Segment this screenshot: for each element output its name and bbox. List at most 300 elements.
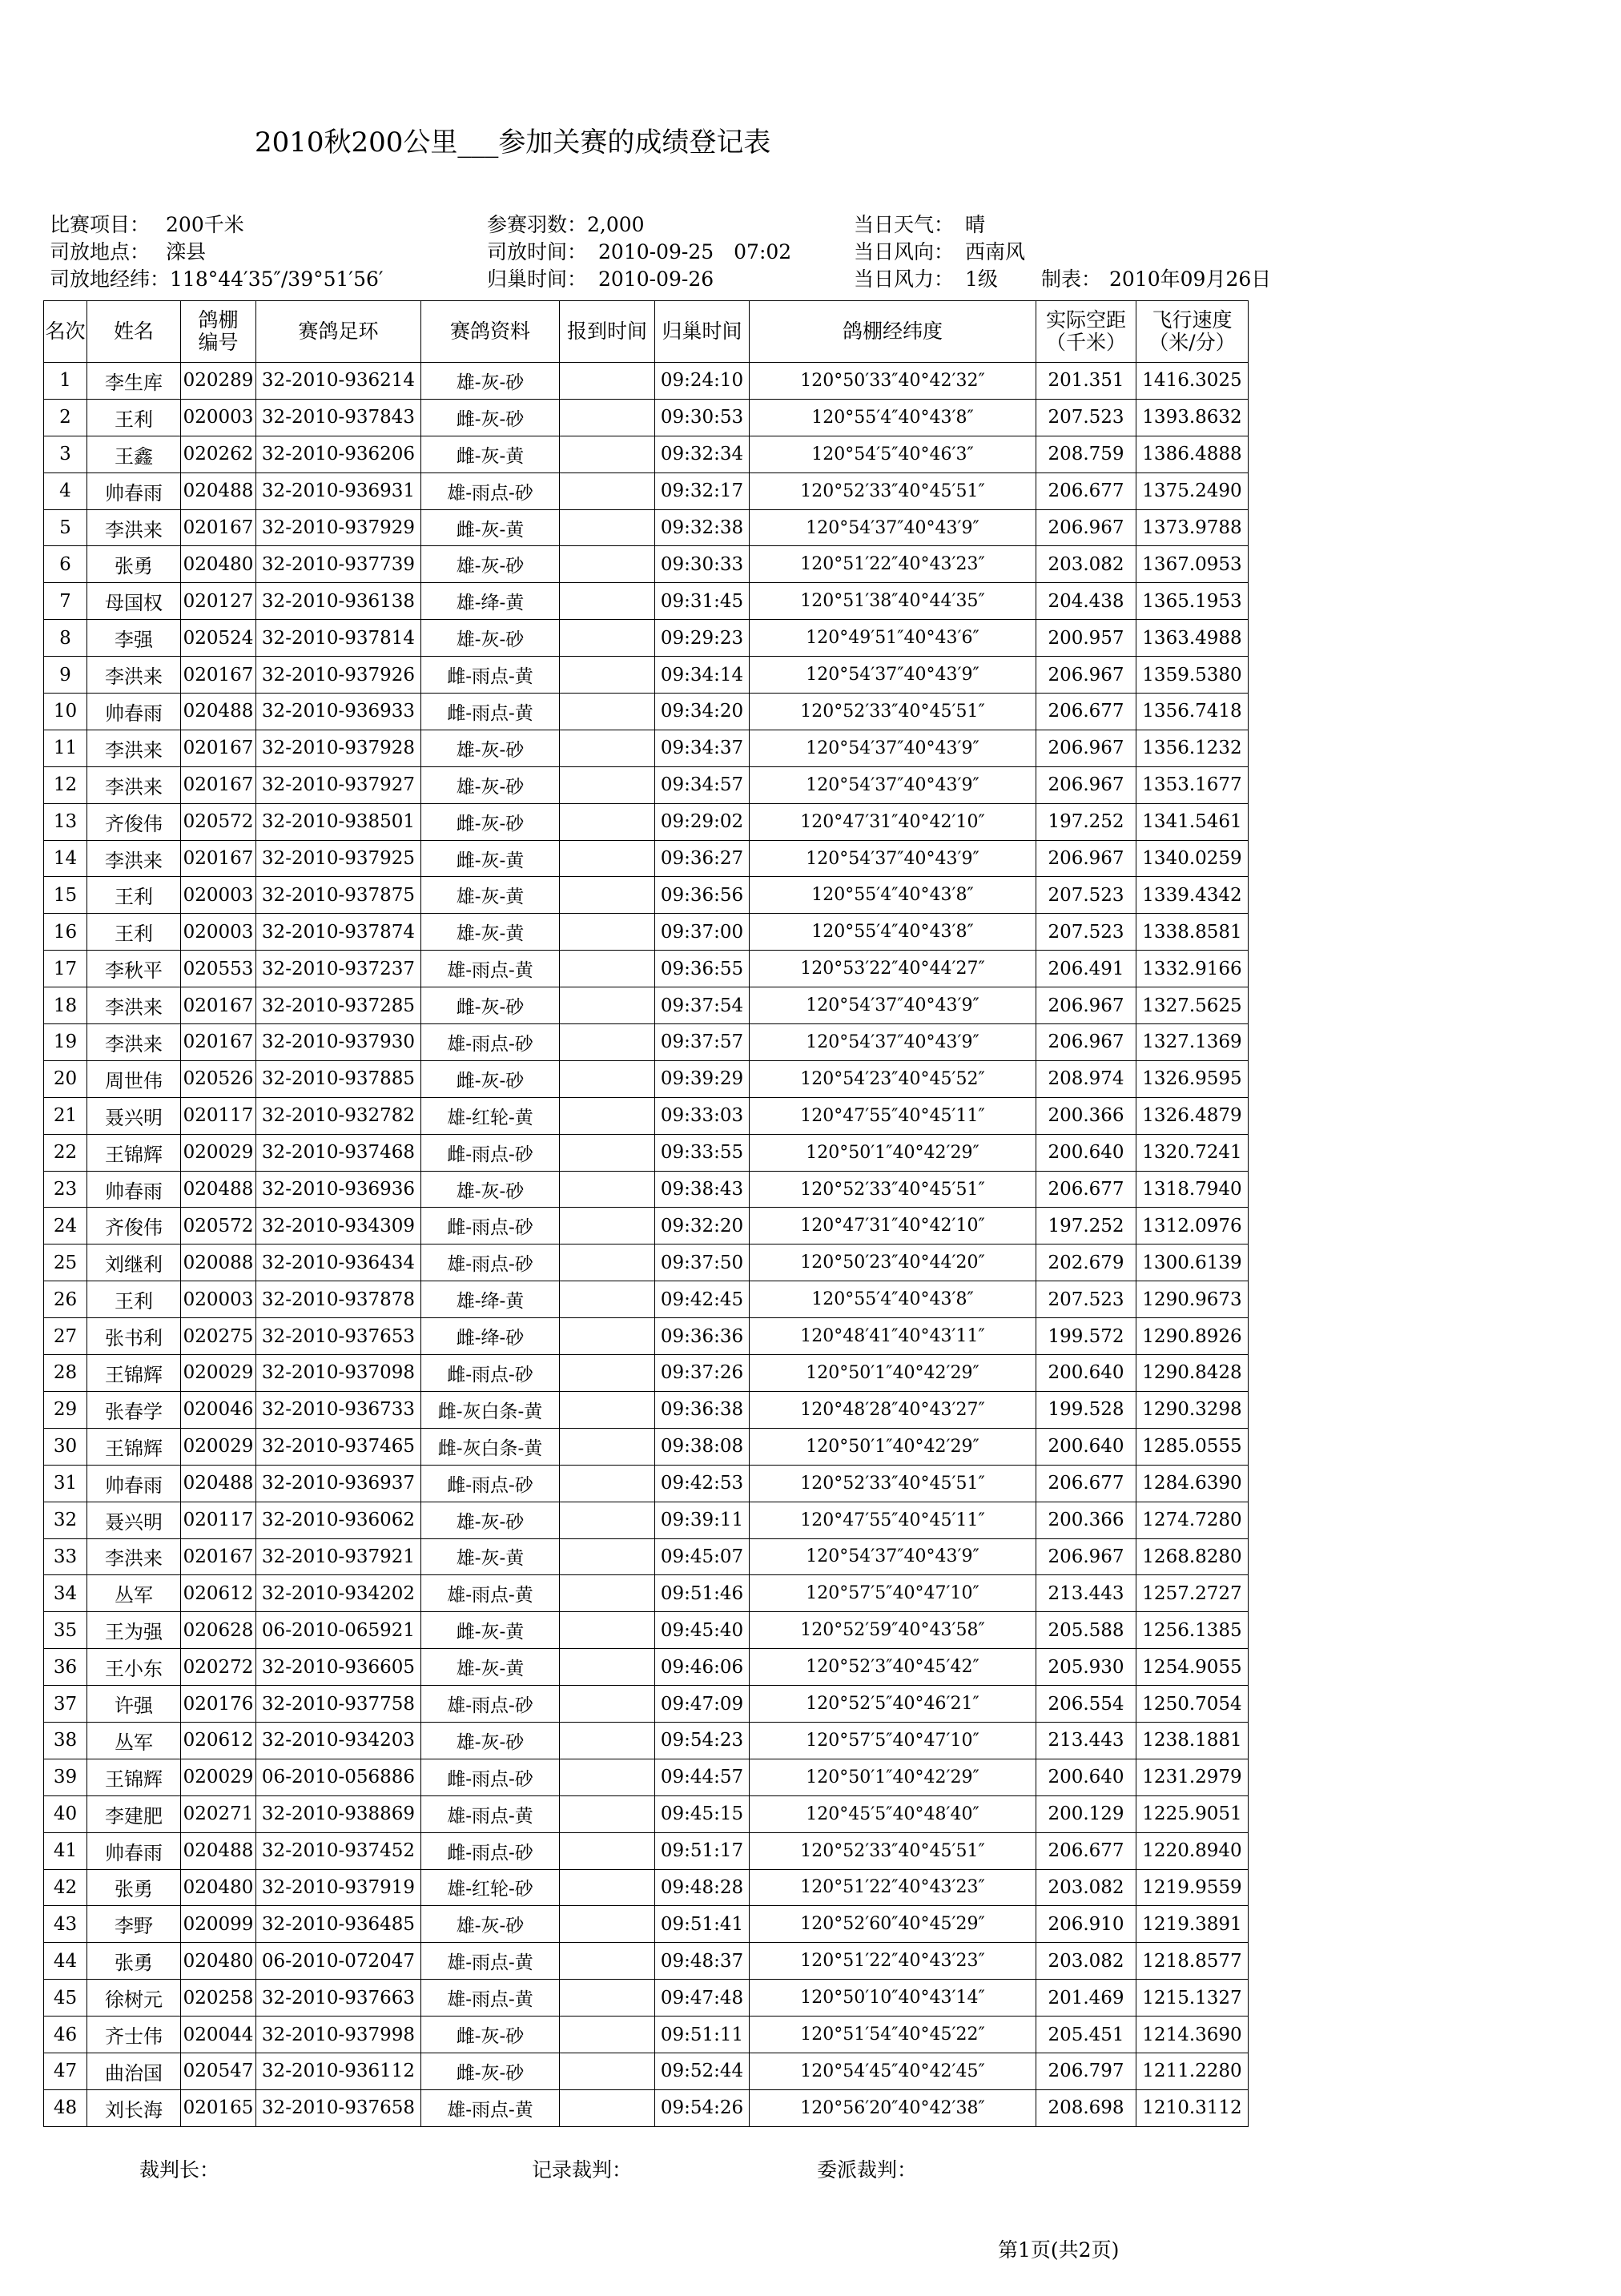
header-report: 报到时间 <box>560 301 655 363</box>
report-time-cell <box>560 472 655 509</box>
speed-cell: 1416.3025 <box>1136 363 1249 400</box>
loft-coordinates-cell: 120°57′5″40°47′10″ <box>750 1575 1036 1612</box>
report-time-cell <box>560 1686 655 1723</box>
ring-number-cell: 32-2010-934202 <box>256 1575 421 1612</box>
table-row <box>44 657 1249 694</box>
return-time-cell: 09:33:03 <box>655 1097 750 1134</box>
rank-cell: 45 <box>44 1980 87 2017</box>
ring-number-cell: 32-2010-937465 <box>256 1428 421 1465</box>
ring-number-cell: 32-2010-937758 <box>256 1686 421 1723</box>
ring-number-cell: 32-2010-937885 <box>256 1060 421 1097</box>
distance-cell: 206.797 <box>1036 2053 1136 2089</box>
name-cell: 帅春雨 <box>87 1465 181 1502</box>
loft-number-cell: 020099 <box>181 1906 256 1943</box>
name-cell: 李洪来 <box>87 1538 181 1575</box>
table-row <box>44 1281 1249 1318</box>
return-time-cell: 09:51:41 <box>655 1906 750 1943</box>
rank-cell: 40 <box>44 1795 87 1832</box>
page-title: 2010秋200公里___参加关赛的成绩登记表 <box>255 127 771 159</box>
table-row <box>44 2017 1249 2053</box>
table-row <box>44 1980 1249 2017</box>
return-time-cell: 09:37:00 <box>655 914 750 951</box>
speed-cell: 1268.8280 <box>1136 1538 1249 1575</box>
return-time-cell: 09:24:10 <box>655 363 750 400</box>
speed-cell: 1339.4342 <box>1136 877 1249 914</box>
speed-cell: 1210.3112 <box>1136 2089 1249 2126</box>
distance-cell: 206.554 <box>1036 1686 1136 1723</box>
return-time-cell: 09:37:57 <box>655 1024 750 1061</box>
loft-coordinates-cell: 120°54′5″40°46′3″ <box>750 436 1036 472</box>
distance-cell: 203.082 <box>1036 546 1136 583</box>
name-cell: 张书利 <box>87 1318 181 1355</box>
distance-cell: 206.967 <box>1036 987 1136 1024</box>
name-cell: 齐俊伟 <box>87 803 181 840</box>
ring-number-cell: 32-2010-936933 <box>256 694 421 730</box>
speed-cell: 1285.0555 <box>1136 1428 1249 1465</box>
pigeon-info-cell: 雄-雨点-黄 <box>421 951 560 987</box>
loft-number-cell: 020258 <box>181 1980 256 2017</box>
return-time-cell: 09:42:53 <box>655 1465 750 1502</box>
loft-coordinates-cell: 120°50′1″40°42′29″ <box>750 1355 1036 1392</box>
loft-coordinates-cell: 120°54′37″40°43′9″ <box>750 509 1036 546</box>
ring-number-cell: 32-2010-937878 <box>256 1281 421 1318</box>
distance-cell: 200.366 <box>1036 1097 1136 1134</box>
return-time-cell: 09:36:27 <box>655 840 750 877</box>
loft-coordinates-cell: 120°47′31″40°42′10″ <box>750 803 1036 840</box>
rank-cell: 2 <box>44 399 87 436</box>
report-time-cell <box>560 1649 655 1686</box>
name-cell: 王锦辉 <box>87 1134 181 1171</box>
ring-number-cell: 32-2010-936434 <box>256 1245 421 1281</box>
loft-number-cell: 020003 <box>181 1281 256 1318</box>
loft-number-cell: 020547 <box>181 2053 256 2089</box>
speed-cell: 1326.9595 <box>1136 1060 1249 1097</box>
report-time-cell <box>560 2089 655 2126</box>
pigeon-info-cell: 雌-雨点-砂 <box>421 1208 560 1245</box>
report-time-cell <box>560 803 655 840</box>
place-label: 司放地点： <box>50 240 151 263</box>
speed-cell: 1231.2979 <box>1136 1759 1249 1795</box>
loft-number-cell: 020289 <box>181 363 256 400</box>
coords-value: 118°44′35″/39°51′56′ <box>170 267 384 291</box>
name-cell: 王利 <box>87 1281 181 1318</box>
pigeon-info-cell: 雄-雨点-黄 <box>421 1575 560 1612</box>
name-cell: 王利 <box>87 877 181 914</box>
loft-number-cell: 020480 <box>181 546 256 583</box>
rank-cell: 17 <box>44 951 87 987</box>
loft-number-cell: 020003 <box>181 877 256 914</box>
distance-cell: 206.677 <box>1036 694 1136 730</box>
rank-cell: 13 <box>44 803 87 840</box>
table-row <box>44 2089 1249 2126</box>
name-cell: 李建肥 <box>87 1795 181 1832</box>
weather-value: 晴 <box>965 213 986 236</box>
rank-cell: 6 <box>44 546 87 583</box>
header-name: 姓名 <box>87 301 181 363</box>
ring-number-cell: 32-2010-938869 <box>256 1795 421 1832</box>
table-row <box>44 914 1249 951</box>
name-cell: 王小东 <box>87 1649 181 1686</box>
name-cell: 王利 <box>87 914 181 951</box>
distance-cell: 207.523 <box>1036 1281 1136 1318</box>
return-time-cell: 09:32:38 <box>655 509 750 546</box>
loft-number-cell: 020167 <box>181 1538 256 1575</box>
table-row <box>44 1538 1249 1575</box>
ring-number-cell: 32-2010-936206 <box>256 436 421 472</box>
ring-number-cell: 32-2010-936112 <box>256 2053 421 2089</box>
loft-number-cell: 020046 <box>181 1391 256 1428</box>
return-time-cell: 09:48:37 <box>655 1943 750 1980</box>
speed-cell: 1290.3298 <box>1136 1391 1249 1428</box>
name-cell: 王利 <box>87 399 181 436</box>
report-time-cell <box>560 1832 655 1869</box>
report-time-cell <box>560 1980 655 2017</box>
speed-cell: 1375.2490 <box>1136 472 1249 509</box>
speed-cell: 1332.9166 <box>1136 951 1249 987</box>
speed-cell: 1218.8577 <box>1136 1943 1249 1980</box>
report-time-cell <box>560 1943 655 1980</box>
loft-coordinates-cell: 120°51′54″40°45′22″ <box>750 2017 1036 2053</box>
ring-number-cell: 32-2010-937452 <box>256 1832 421 1869</box>
pigeon-info-cell: 雌-灰-砂 <box>421 399 560 436</box>
place-value: 滦县 <box>166 240 207 263</box>
header-rank: 名次 <box>44 301 87 363</box>
distance-cell: 207.523 <box>1036 914 1136 951</box>
results-table <box>43 300 1249 2127</box>
rank-cell: 24 <box>44 1208 87 1245</box>
name-cell: 李洪来 <box>87 987 181 1024</box>
speed-cell: 1363.4988 <box>1136 620 1249 657</box>
rank-cell: 1 <box>44 363 87 400</box>
distance-cell: 207.523 <box>1036 877 1136 914</box>
pigeon-info-cell: 雄-雨点-黄 <box>421 1943 560 1980</box>
table-row <box>44 1391 1249 1428</box>
header-row <box>44 301 1249 363</box>
ring-number-cell: 32-2010-936931 <box>256 472 421 509</box>
ring-number-cell: 32-2010-934309 <box>256 1208 421 1245</box>
rank-cell: 32 <box>44 1502 87 1538</box>
wind-direction-value: 西南风 <box>965 240 1026 263</box>
rank-cell: 11 <box>44 730 87 766</box>
prepared-label: 制表： <box>1041 267 1102 291</box>
return-time-cell: 09:48:28 <box>655 1869 750 1906</box>
name-cell: 张勇 <box>87 546 181 583</box>
report-time-cell <box>560 1208 655 1245</box>
rank-cell: 5 <box>44 509 87 546</box>
name-cell: 李洪来 <box>87 509 181 546</box>
event-value: 200千米 <box>166 213 244 236</box>
loft-number-cell: 020167 <box>181 766 256 803</box>
distance-cell: 206.677 <box>1036 1465 1136 1502</box>
distance-cell: 200.366 <box>1036 1502 1136 1538</box>
speed-cell: 1290.8926 <box>1136 1318 1249 1355</box>
pigeon-info-cell: 雄-灰-砂 <box>421 1502 560 1538</box>
page-indicator: 第1页(共2页) <box>998 2238 1120 2262</box>
table-row <box>44 1869 1249 1906</box>
speed-cell: 1274.7280 <box>1136 1502 1249 1538</box>
record-judge-label: 记录裁判： <box>532 2158 633 2181</box>
release-value: 2010-09-25 07:02 <box>598 240 792 263</box>
rank-cell: 34 <box>44 1575 87 1612</box>
loft-number-cell: 020480 <box>181 1943 256 1980</box>
loft-coordinates-cell: 120°55′4″40°43′8″ <box>750 877 1036 914</box>
return-time-cell: 09:44:57 <box>655 1759 750 1795</box>
name-cell: 李洪来 <box>87 1024 181 1061</box>
loft-coordinates-cell: 120°55′4″40°43′8″ <box>750 914 1036 951</box>
return-time-cell: 09:34:20 <box>655 694 750 730</box>
rank-cell: 18 <box>44 987 87 1024</box>
pigeon-info-cell: 雄-灰-砂 <box>421 546 560 583</box>
release-info <box>487 239 791 266</box>
report-time-cell <box>560 399 655 436</box>
distance-cell: 206.967 <box>1036 730 1136 766</box>
loft-number-cell: 020275 <box>181 1318 256 1355</box>
table-row <box>44 730 1249 766</box>
pigeon-info-cell: 雄-灰-砂 <box>421 1722 560 1759</box>
count-value: 2,000 <box>587 213 645 236</box>
name-cell: 帅春雨 <box>87 694 181 730</box>
loft-coordinates-cell: 120°51′22″40°43′23″ <box>750 1869 1036 1906</box>
speed-cell: 1373.9788 <box>1136 509 1249 546</box>
pigeon-info-cell: 雄-灰-黄 <box>421 1649 560 1686</box>
pigeon-info-cell: 雄-雨点-黄 <box>421 1795 560 1832</box>
return-time-cell: 09:32:20 <box>655 1208 750 1245</box>
return-time-cell: 09:34:57 <box>655 766 750 803</box>
loft-number-cell: 020612 <box>181 1722 256 1759</box>
table-row <box>44 1060 1249 1097</box>
name-cell: 李洪来 <box>87 766 181 803</box>
pigeon-info-cell: 雄-灰-黄 <box>421 877 560 914</box>
speed-cell: 1214.3690 <box>1136 2017 1249 2053</box>
return-time-cell: 09:54:26 <box>655 2089 750 2126</box>
table-row <box>44 877 1249 914</box>
loft-coordinates-cell: 120°51′22″40°43′23″ <box>750 1943 1036 1980</box>
report-time-cell <box>560 1759 655 1795</box>
report-time-cell <box>560 951 655 987</box>
speed-cell: 1318.7940 <box>1136 1171 1249 1208</box>
weather-label: 当日天气： <box>854 213 955 236</box>
name-cell: 齐俊伟 <box>87 1208 181 1245</box>
return-time-cell: 09:51:17 <box>655 1832 750 1869</box>
return-time-cell: 09:52:44 <box>655 2053 750 2089</box>
count-label: 参赛羽数： <box>487 213 588 236</box>
loft-coordinates-cell: 120°54′37″40°43′9″ <box>750 987 1036 1024</box>
distance-cell: 205.588 <box>1036 1612 1136 1649</box>
header-distance-line1: 实际空距 <box>1045 308 1126 332</box>
wind-direction-label: 当日风向： <box>854 240 955 263</box>
name-cell: 刘长海 <box>87 2089 181 2126</box>
name-cell: 李洪来 <box>87 730 181 766</box>
report-time-cell <box>560 436 655 472</box>
pigeon-info-cell: 雄-绛-黄 <box>421 583 560 620</box>
loft-coordinates-cell: 120°45′5″40°48′40″ <box>750 1795 1036 1832</box>
rank-cell: 20 <box>44 1060 87 1097</box>
loft-number-cell: 020488 <box>181 1832 256 1869</box>
speed-cell: 1326.4879 <box>1136 1097 1249 1134</box>
return-time-cell: 09:45:15 <box>655 1795 750 1832</box>
speed-cell: 1359.5380 <box>1136 657 1249 694</box>
loft-coordinates-cell: 120°52′60″40°45′29″ <box>750 1906 1036 1943</box>
name-cell: 李强 <box>87 620 181 657</box>
speed-cell: 1393.8632 <box>1136 399 1249 436</box>
report-time-cell <box>560 1060 655 1097</box>
ring-number-cell: 06-2010-065921 <box>256 1612 421 1649</box>
pigeon-info-cell: 雌-雨点-黄 <box>421 657 560 694</box>
loft-number-cell: 020167 <box>181 987 256 1024</box>
pigeon-info-cell: 雄-绛-黄 <box>421 1281 560 1318</box>
event-info <box>50 211 244 239</box>
name-cell: 周世伟 <box>87 1060 181 1097</box>
distance-cell: 204.438 <box>1036 583 1136 620</box>
table-row <box>44 436 1249 472</box>
speed-cell: 1256.1385 <box>1136 1612 1249 1649</box>
loft-number-cell: 020488 <box>181 1465 256 1502</box>
prepared-value: 2010年09月26日 <box>1109 267 1272 291</box>
report-time-cell <box>560 840 655 877</box>
table-row <box>44 1575 1249 1612</box>
pigeon-info-cell: 雌-灰-砂 <box>421 803 560 840</box>
name-cell: 李野 <box>87 1906 181 1943</box>
loft-number-cell: 020029 <box>181 1355 256 1392</box>
return-time-cell: 09:38:43 <box>655 1171 750 1208</box>
loft-coordinates-cell: 120°52′59″40°43′58″ <box>750 1612 1036 1649</box>
pigeon-info-cell: 雄-雨点-砂 <box>421 1024 560 1061</box>
loft-number-cell: 020262 <box>181 436 256 472</box>
pigeon-info-cell: 雄-雨点-砂 <box>421 1686 560 1723</box>
distance-cell: 206.491 <box>1036 951 1136 987</box>
table-row <box>44 951 1249 987</box>
ring-number-cell: 32-2010-937468 <box>256 1134 421 1171</box>
table-row <box>44 803 1249 840</box>
report-time-cell <box>560 766 655 803</box>
return-time-cell: 09:29:23 <box>655 620 750 657</box>
report-time-cell <box>560 657 655 694</box>
loft-coordinates-cell: 120°55′4″40°43′8″ <box>750 1281 1036 1318</box>
loft-coordinates-cell: 120°47′31″40°42′10″ <box>750 1208 1036 1245</box>
table-row <box>44 1355 1249 1392</box>
ring-number-cell: 32-2010-937921 <box>256 1538 421 1575</box>
loft-coordinates-cell: 120°52′3″40°45′42″ <box>750 1649 1036 1686</box>
table-row <box>44 1612 1249 1649</box>
distance-cell: 197.252 <box>1036 1208 1136 1245</box>
rank-cell: 35 <box>44 1612 87 1649</box>
table-row <box>44 1134 1249 1171</box>
rank-cell: 16 <box>44 914 87 951</box>
rank-cell: 26 <box>44 1281 87 1318</box>
loft-coordinates-cell: 120°50′33″40°42′32″ <box>750 363 1036 400</box>
speed-cell: 1327.5625 <box>1136 987 1249 1024</box>
return-time-cell: 09:46:06 <box>655 1649 750 1686</box>
report-time-cell <box>560 583 655 620</box>
name-cell: 母国权 <box>87 583 181 620</box>
rank-cell: 39 <box>44 1759 87 1795</box>
report-time-cell <box>560 1171 655 1208</box>
distance-cell: 208.698 <box>1036 2089 1136 2126</box>
rank-cell: 28 <box>44 1355 87 1392</box>
loft-number-cell: 020044 <box>181 2017 256 2053</box>
speed-cell: 1220.8940 <box>1136 1832 1249 1869</box>
report-time-cell <box>560 2017 655 2053</box>
pigeon-info-cell: 雌-灰-黄 <box>421 436 560 472</box>
rank-cell: 9 <box>44 657 87 694</box>
pigeon-info-cell: 雄-灰-砂 <box>421 620 560 657</box>
name-cell: 张春学 <box>87 1391 181 1428</box>
name-cell: 许强 <box>87 1686 181 1723</box>
loft-number-cell: 020272 <box>181 1649 256 1686</box>
speed-cell: 1219.9559 <box>1136 1869 1249 1906</box>
rank-cell: 47 <box>44 2053 87 2089</box>
ring-number-cell: 32-2010-936062 <box>256 1502 421 1538</box>
header-loft-line2: 编号 <box>198 331 239 354</box>
loft-coordinates-cell: 120°51′22″40°43′23″ <box>750 546 1036 583</box>
table-row <box>44 1906 1249 1943</box>
pigeon-info-cell: 雄-灰-黄 <box>421 914 560 951</box>
table-row <box>44 987 1249 1024</box>
ring-number-cell: 32-2010-937919 <box>256 1869 421 1906</box>
name-cell: 李生库 <box>87 363 181 400</box>
loft-coordinates-cell: 120°51′38″40°44′35″ <box>750 583 1036 620</box>
loft-coordinates-cell: 120°56′20″40°42′38″ <box>750 2089 1036 2126</box>
report-time-cell <box>560 1906 655 1943</box>
ring-number-cell: 32-2010-936937 <box>256 1465 421 1502</box>
name-cell: 王锦辉 <box>87 1428 181 1465</box>
ring-number-cell: 32-2010-937929 <box>256 509 421 546</box>
rank-cell: 27 <box>44 1318 87 1355</box>
speed-cell: 1340.0259 <box>1136 840 1249 877</box>
pigeon-info-cell: 雌-灰-砂 <box>421 2017 560 2053</box>
loft-number-cell: 020176 <box>181 1686 256 1723</box>
loft-number-cell: 020029 <box>181 1759 256 1795</box>
name-cell: 聂兴明 <box>87 1502 181 1538</box>
rank-cell: 25 <box>44 1245 87 1281</box>
report-time-cell <box>560 2053 655 2089</box>
ring-number-cell: 32-2010-936733 <box>256 1391 421 1428</box>
return-info <box>487 266 714 293</box>
distance-cell: 206.677 <box>1036 1832 1136 1869</box>
header-coords: 鸽棚经纬度 <box>750 301 1036 363</box>
return-time-cell: 09:30:33 <box>655 546 750 583</box>
rank-cell: 46 <box>44 2017 87 2053</box>
distance-cell: 201.469 <box>1036 1980 1136 2017</box>
table-row <box>44 399 1249 436</box>
table-row <box>44 1097 1249 1134</box>
ring-number-cell: 32-2010-937237 <box>256 951 421 987</box>
chief-judge-label: 裁判长： <box>139 2158 220 2181</box>
speed-cell: 1219.3891 <box>1136 1906 1249 1943</box>
table-row <box>44 1465 1249 1502</box>
pigeon-info-cell: 雄-红轮-黄 <box>421 1097 560 1134</box>
return-time-cell: 09:36:55 <box>655 951 750 987</box>
speed-cell: 1367.0953 <box>1136 546 1249 583</box>
loft-coordinates-cell: 120°54′37″40°43′9″ <box>750 730 1036 766</box>
pigeon-info-cell: 雄-灰-砂 <box>421 730 560 766</box>
loft-coordinates-cell: 120°54′23″40°45′52″ <box>750 1060 1036 1097</box>
distance-cell: 206.967 <box>1036 840 1136 877</box>
distance-cell: 200.640 <box>1036 1759 1136 1795</box>
loft-coordinates-cell: 120°47′55″40°45′11″ <box>750 1097 1036 1134</box>
rank-cell: 30 <box>44 1428 87 1465</box>
pigeon-info-cell: 雌-灰-黄 <box>421 1612 560 1649</box>
loft-number-cell: 020480 <box>181 1869 256 1906</box>
loft-number-cell: 020167 <box>181 509 256 546</box>
report-time-cell <box>560 987 655 1024</box>
return-label: 归巢时间： <box>487 267 588 291</box>
place-info <box>50 239 206 266</box>
return-time-cell: 09:47:48 <box>655 1980 750 2017</box>
speed-cell: 1327.1369 <box>1136 1024 1249 1061</box>
loft-coordinates-cell: 120°48′41″40°43′11″ <box>750 1318 1036 1355</box>
pigeon-info-cell: 雌-灰-砂 <box>421 987 560 1024</box>
